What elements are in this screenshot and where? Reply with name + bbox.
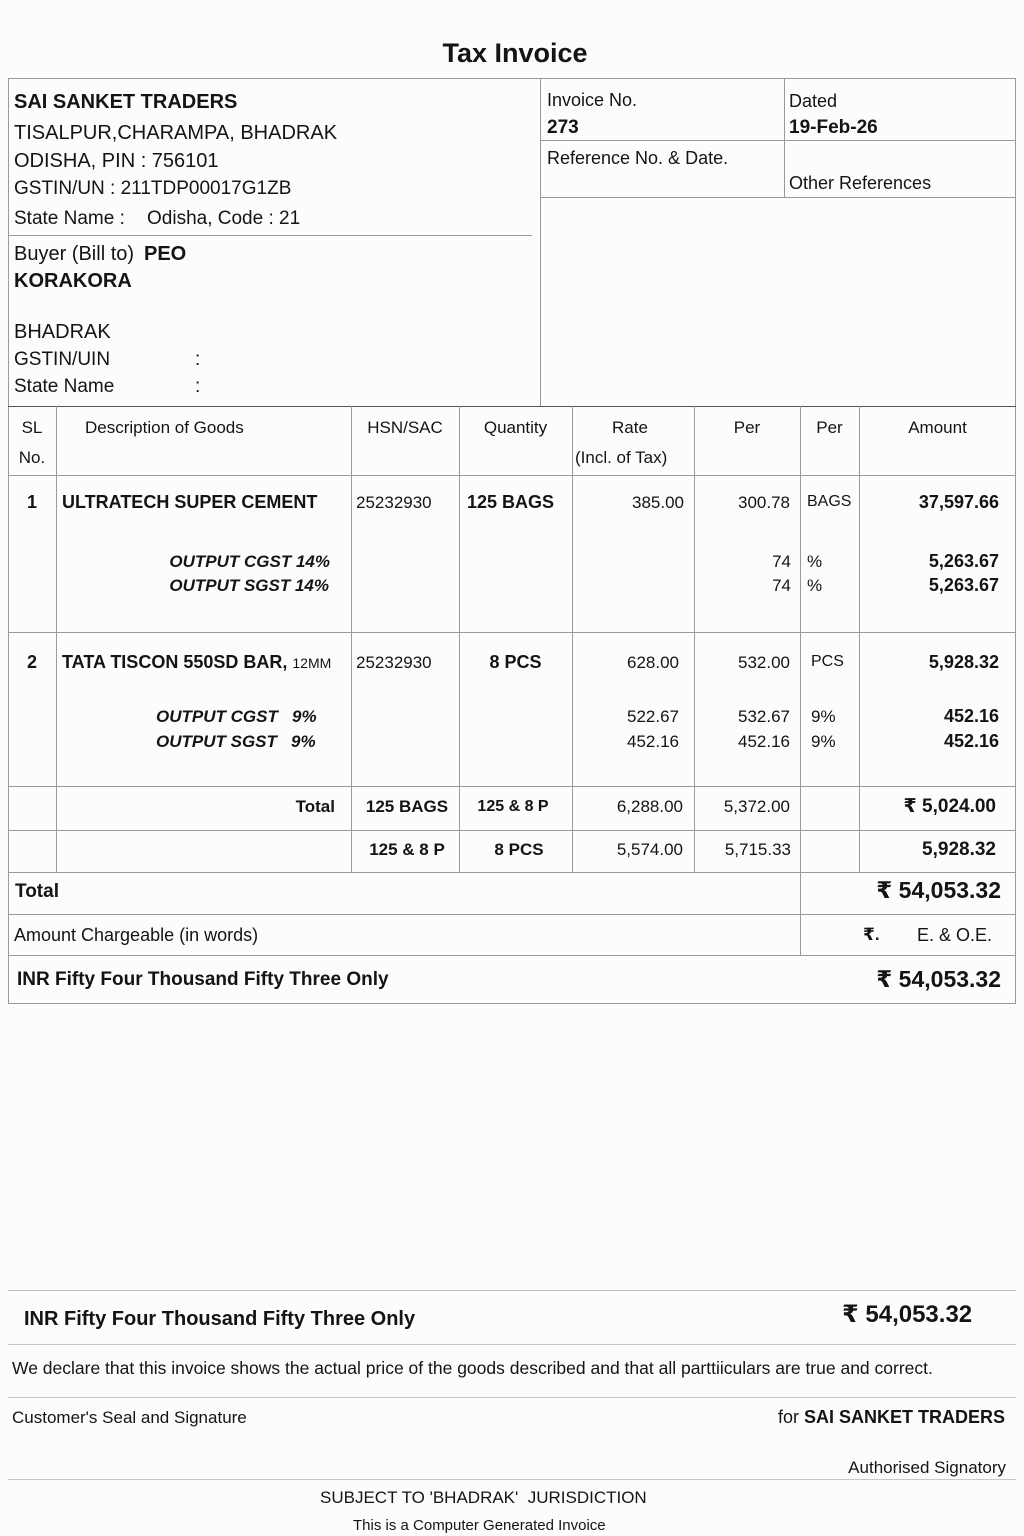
- footer-divider-4: [8, 1479, 1016, 1480]
- subtotal1-bottom: [8, 830, 1016, 831]
- header-sl: SL: [21, 418, 43, 437]
- subtotal1-rate: 6,288.00: [616, 797, 683, 816]
- buyer-state-label: State Name: [14, 376, 115, 397]
- for-label: for: [777, 1407, 799, 1427]
- seller-address-line2: ODISHA, PIN : 756101: [14, 150, 219, 172]
- item1-description: ULTRATECH SUPER CEMENT: [62, 492, 318, 512]
- item2-description-main: TATA TISCON 550SD BAR,: [62, 652, 288, 672]
- footer-words-text: INR Fifty Four Thousand Fifty Three Only: [24, 1308, 416, 1330]
- words-label: Amount Chargeable (in words): [14, 925, 259, 945]
- reference-label: Reference No. & Date.: [547, 148, 729, 168]
- item1-tax1-unit: %: [807, 552, 823, 571]
- item1-tax2-unit: %: [807, 576, 823, 595]
- item2-tax2-per: 452.16: [738, 732, 790, 751]
- outer-left-border: [8, 78, 9, 1004]
- item1-tax2-amount: 5,263.67: [928, 575, 999, 595]
- item1-unit: BAGS: [807, 493, 852, 510]
- dated-value: 19-Feb-26: [789, 117, 878, 138]
- subtotal2-per: 5,715.33: [724, 840, 791, 859]
- header-description: Description of Goods: [85, 418, 244, 437]
- table-header-bottom: [8, 475, 1016, 476]
- subtotal2-rate: 5,574.00: [616, 840, 683, 859]
- header-no: No.: [18, 448, 46, 467]
- jurisdiction-text: SUBJECT TO 'BHADRAK' JURISDICTION: [320, 1488, 647, 1507]
- subtotal2-bottom: [8, 872, 1016, 873]
- table-top-border: [8, 406, 1016, 407]
- seller-gstin: GSTIN/UN : 211TDP00017G1ZB: [14, 178, 292, 199]
- meta-col-divider: [784, 78, 785, 197]
- item1-tax1-amount: 5,263.67: [928, 551, 999, 571]
- footer-divider-3: [8, 1397, 1016, 1398]
- header-per-2: Per: [816, 418, 843, 437]
- seller-name: SAI SANKET TRADERS: [14, 91, 238, 113]
- buyer-city: BHADRAK: [14, 321, 111, 343]
- header-quantity: Quantity: [483, 418, 548, 437]
- seller-buyer-divider: [8, 235, 532, 236]
- item2-amount: 5,928.32: [928, 652, 999, 672]
- item1-rate: 385.00: [632, 493, 684, 512]
- footer-top-divider: [8, 1290, 1016, 1291]
- item2-bottom: [8, 786, 1016, 787]
- for-company-name: SAI SANKET TRADERS: [803, 1407, 1005, 1427]
- item1-hsn: 25232930: [356, 493, 432, 512]
- computer-generated-text: This is a Computer Generated Invoice: [353, 1517, 606, 1534]
- seller-state-value: Odisha, Code : 21: [147, 208, 301, 229]
- header-rate: Rate: [612, 418, 648, 437]
- header-rate-incl: (Incl. of Tax): [575, 448, 668, 467]
- item2-unit: PCS: [811, 653, 844, 670]
- item2-tax2-label: OUTPUT SGST 9%: [156, 732, 316, 751]
- buyer-name-line2: KORAKORA: [14, 270, 132, 292]
- buyer-state-colon: :: [195, 376, 201, 397]
- item1-amount: 37,597.66: [918, 492, 999, 512]
- item1-bottom: [8, 632, 1016, 633]
- header-mid-divider: [540, 78, 541, 406]
- item2-tax1-per: 532.67: [738, 707, 790, 726]
- customer-signature-label: Customer's Seal and Signature: [12, 1408, 247, 1427]
- total-amount: ₹ 54,053.32: [876, 877, 1001, 903]
- item1-per: 300.78: [738, 493, 790, 512]
- subtotal1-label: Total: [295, 797, 335, 816]
- item1-tax2-label: OUTPUT SGST 14%: [169, 576, 329, 595]
- buyer-gstin-colon: :: [195, 349, 201, 370]
- subtotal1-qty: 125 & 8 P: [477, 798, 549, 815]
- item1-quantity: 125 BAGS: [467, 492, 555, 512]
- subtotal1-hsn: 125 BAGS: [365, 797, 449, 816]
- seller-address-line1: TISALPUR,CHARAMPA, BHADRAK: [14, 122, 338, 144]
- header-amount: Amount: [908, 418, 967, 437]
- declaration-text: We declare that this invoice shows the actual price of the goods described and that all parttiiculars are true and correct.: [12, 1358, 933, 1378]
- dated-label: Dated: [789, 91, 838, 111]
- outer-bottom-border: [8, 1003, 1016, 1004]
- total-bottom: [8, 914, 1016, 915]
- other-references-label: Other References: [789, 173, 932, 193]
- footer-divider-2: [8, 1344, 1016, 1345]
- words-label-bottom: [8, 955, 1016, 956]
- item1-tax2-per: 74: [772, 576, 791, 595]
- header-hsn: HSN/SAC: [367, 418, 443, 437]
- outer-right-border: [1015, 78, 1016, 1004]
- item2-tax1-rate: 522.67: [627, 707, 679, 726]
- words-rupee-symbol: ₹.: [863, 925, 880, 944]
- invoice-no-label: Invoice No.: [547, 90, 638, 110]
- item2-description-size: 12MM: [292, 655, 332, 671]
- subtotal2-hsn: 125 & 8 P: [369, 840, 445, 859]
- page-title: Tax Invoice: [442, 38, 588, 68]
- item2-description: [62, 652, 331, 673]
- item1-tax1-label: OUTPUT CGST 14%: [169, 552, 330, 571]
- item2-quantity: 8 PCS: [489, 652, 542, 672]
- col-divider-per1: [800, 406, 801, 955]
- item2-tax2-rate: 452.16: [627, 732, 679, 751]
- item1-tax1-per: 74: [772, 552, 791, 571]
- item2-tax1-unit: 9%: [811, 707, 836, 726]
- subtotal2-amount: 5,928.32: [922, 839, 996, 860]
- item2-tax2-unit: 9%: [811, 732, 836, 751]
- seller-state-label: State Name :: [14, 208, 125, 229]
- subtotal1-amount: ₹ 5,024.00: [903, 796, 996, 817]
- meta-row-divider-1: [540, 140, 1016, 141]
- item2-tax1-label: OUTPUT CGST 9%: [156, 707, 317, 726]
- item2-per: 532.00: [738, 653, 790, 672]
- total-label: Total: [15, 881, 59, 902]
- item2-hsn: 25232930: [356, 653, 432, 672]
- buyer-label: Buyer (Bill to): [14, 243, 135, 265]
- item2-tax1-amount: 452.16: [943, 706, 999, 726]
- item1-sl: 1: [26, 492, 37, 512]
- item2-rate: 628.00: [627, 653, 679, 672]
- buyer-name-line1: PEO: [144, 243, 187, 265]
- subtotal1-per: 5,372.00: [723, 797, 790, 816]
- words-amount: ₹ 54,053.32: [876, 966, 1001, 992]
- for-company: [600, 1407, 1005, 1428]
- invoice-no-value: 273: [547, 117, 579, 138]
- words-text: INR Fifty Four Thousand Fifty Three Only: [17, 969, 389, 990]
- item2-tax2-amount: 452.16: [943, 731, 999, 751]
- outer-top-border: [8, 78, 1016, 79]
- eoe-label: E. & O.E.: [917, 925, 993, 945]
- header-per-1: Per: [733, 418, 761, 437]
- footer-words-amount: ₹ 54,053.32: [842, 1301, 973, 1328]
- subtotal2-qty: 8 PCS: [494, 840, 544, 859]
- item2-sl: 2: [26, 652, 37, 672]
- authorised-signatory-label: Authorised Signatory: [848, 1458, 1006, 1477]
- buyer-gstin-label: GSTIN/UIN: [14, 349, 111, 370]
- meta-row-divider-2: [540, 197, 1016, 198]
